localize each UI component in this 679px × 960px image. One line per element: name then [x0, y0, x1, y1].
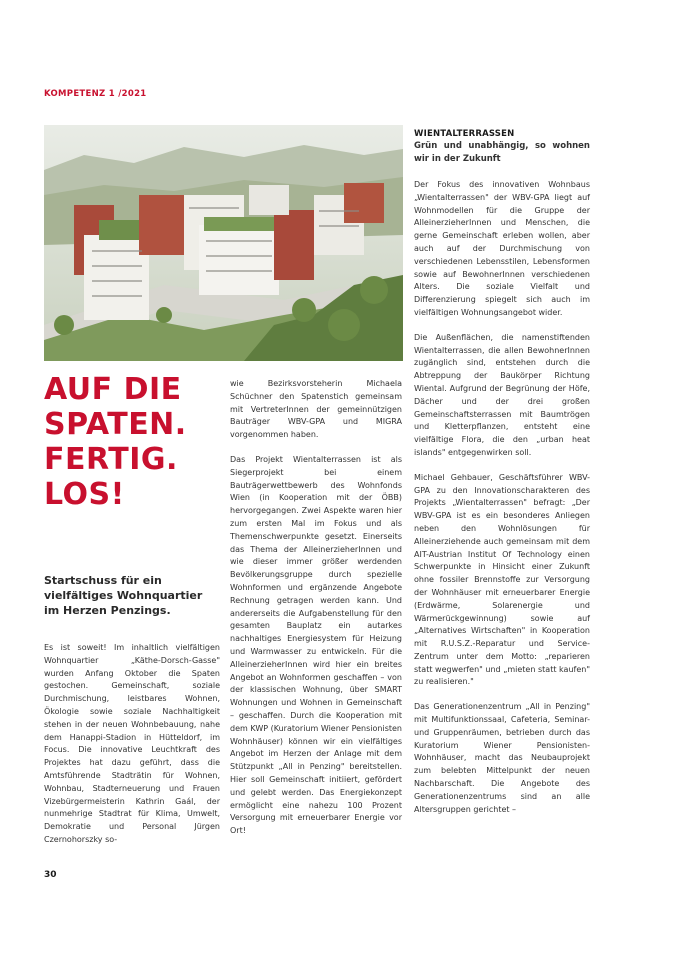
headline-line: AUF DIE: [44, 372, 182, 407]
article-column-1: [44, 642, 220, 859]
headline-line: LOS!: [44, 477, 125, 512]
paragraph: Michael Gehbauer, Geschäftsführer WBV-GPA zu den Innovationscharakteren des Projekts „Wientalterrassen" befragt: „Der WBV-GPA ist es ein besonderes Anliegen neben den Wohnlösungen für Alleinerziehende auch gemeinsam mit dem AIT-Austrian Institut Of Technology einen Schwerpunkte in Hinsicht einer Zukunft ohne fossiler Brennstoffe zur Versorgung der Wohnhäuser mit erneuerbarer Energie (Erdwärme, Solarenergie und Wärmerückgewinnung) sowie auf „Alternatives Wirtschaften" in Kooperation mit R.U.S.Z.-Reparatur und Service-Zentrum unter dem Motto: „reparieren statt wegwerfen" und „mieten statt kaufen" zu realisieren.": [414, 472, 590, 687]
paragraph: Das Generationenzentrum „All in Penzing" mit Multifunktionssaal, Cafeteria, Seminar- und Gruppenräumen, betrieben durch das Kuratorium Wiener Pensionisten-Wohnhäuser, macht das Neubauprojekt zum belebten Mittelpunkt der neuen Nachbarschaft. Die Angebote des Generationenzentrums sind an alle Altersgruppen gerichtet –: [414, 702, 590, 814]
paragraph: wie Bezirksvorsteherin Michaela Schüchner den Spatenstich gemeinsam mit VertreterInnen der gemeinnützigen Bauträger WBV-GPA und MIGRA vorgenommen haben.: [230, 379, 402, 440]
architecture-rendering-image: [44, 125, 403, 361]
section-title: WIENTALTERRASSEN: [414, 129, 515, 139]
paragraph: Der Fokus des innovativen Wohnbaus „Wientalterrassen" der WBV-GPA liegt auf Wohnmodellen für die Gruppe der AlleinerzieherInnen und Menschen, die gerne Gemeinschaft erleben wollen, aber auch auf der Durchmischung von verschiedenen Lebensstilen, Lebensformen sowie auf BewohnerInnen verschiedenen Alters. Die soziale Vielfalt und Differenzierung spiegelt sich auch im vielfältigen Wohnungsangebot wider.: [414, 180, 590, 317]
paragraph: Es ist soweit! Im inhaltlich vielfältigen Wohnquartier „Käthe-Dorsch-Gasse" wurden Anfang Oktober die Spaten gestochen. Gemeinschaft, soziale Durchmischung, leistbares Wohnen, Ökologie sowie soziale Nachhaltigkeit stehen in der neuen Wohnbebauung, nahe dem Hanappi-Stadion in Hütteldorf, im Focus. Die innovative Leuchtkraft des Projektes hat dazu geführt, dass die Amtsführende Stadträtin für Wohnen, Wohnbau, Stadterneuerung und Frauen Vizebürgermeisterin Kathrin Gaál, der nunmehrige Stadtrat für Klima, Umwelt, Demokratie und Personal Jürgen Czernohorszky so-: [44, 643, 220, 844]
page-number: 30: [44, 870, 57, 880]
article-column-2: [230, 378, 402, 850]
article-column-3: [414, 128, 590, 828]
headline-line: SPATEN.: [44, 407, 187, 442]
subheadline: Startschuss für ein vielfältiges Wohnquartier im Herzen Penzings.: [44, 574, 203, 617]
headline: [44, 372, 214, 512]
headline-line: FERTIG.: [44, 442, 178, 477]
section-subtitle: Grün und unabhängig, so wohnen wir in der Zukunft: [414, 141, 590, 164]
paragraph: Die Außenflächen, die namenstiftenden Wientalterrassen, die allen BewohnerInnen zugänglich sind, entstehen durch die Abtreppung der Baukörper Richtung Wiental. Aufgrund der Begrünung der Höfe, Dächer und der drei großen Gemeinschaftsterrassen mit Baumtrögen und Kletterpflanzen, entsteht eine vielfältige Flora, die den „urban heat islands" entgegenwirken soll.: [414, 332, 590, 457]
paragraph: Das Projekt Wientalterrassen ist als Siegerprojekt bei einem Bauträgerwettbewerb des Wohnfonds Wien (in Kooperation mit der ÖBB) hervorgegangen. Zwei Aspekte waren hier zum ersten Mal im Fokus und als Themenschwerpunkte gesetzt. Einerseits das Thema der AlleinerzieherInnen und wie dieser immer größer werdenden Bevölkerungsgruppe durch spezielle Wohnformen und ergänzende Angebote Rechnung getragen werden kann. Und andererseits die Aufgabenstellung für den gesamten Bauplatz ein autarkes nachhaltiges Energiesystem für Heizung und Warmwasser zu entwickeln. Für die AlleinerzieherInnen wird hier ein breites Angebot an Wohnformen geschaffen – von der klassischen Wohnung, über SMART Wohnungen und Wohnen in Gemeinschaft – geschaffen. Durch die Kooperation mit dem KWP (Kuratorium Wiener Pensionisten Wohnhäuser) können wir ein vielfältiges Angebot im Herzen der Anlage mit dem Stützpunkt „All in Penzing" bereitstellen. Hier soll Gemeinschaft initiiert, gefördert und gelebt werden. Das Energiekonzept ermöglicht eine nahezu 100 Prozent Versorgung mit erneuerbarer Energie vor Ort!: [230, 454, 402, 836]
section-kicker: KOMPETENZ 1 /2021: [44, 89, 147, 99]
